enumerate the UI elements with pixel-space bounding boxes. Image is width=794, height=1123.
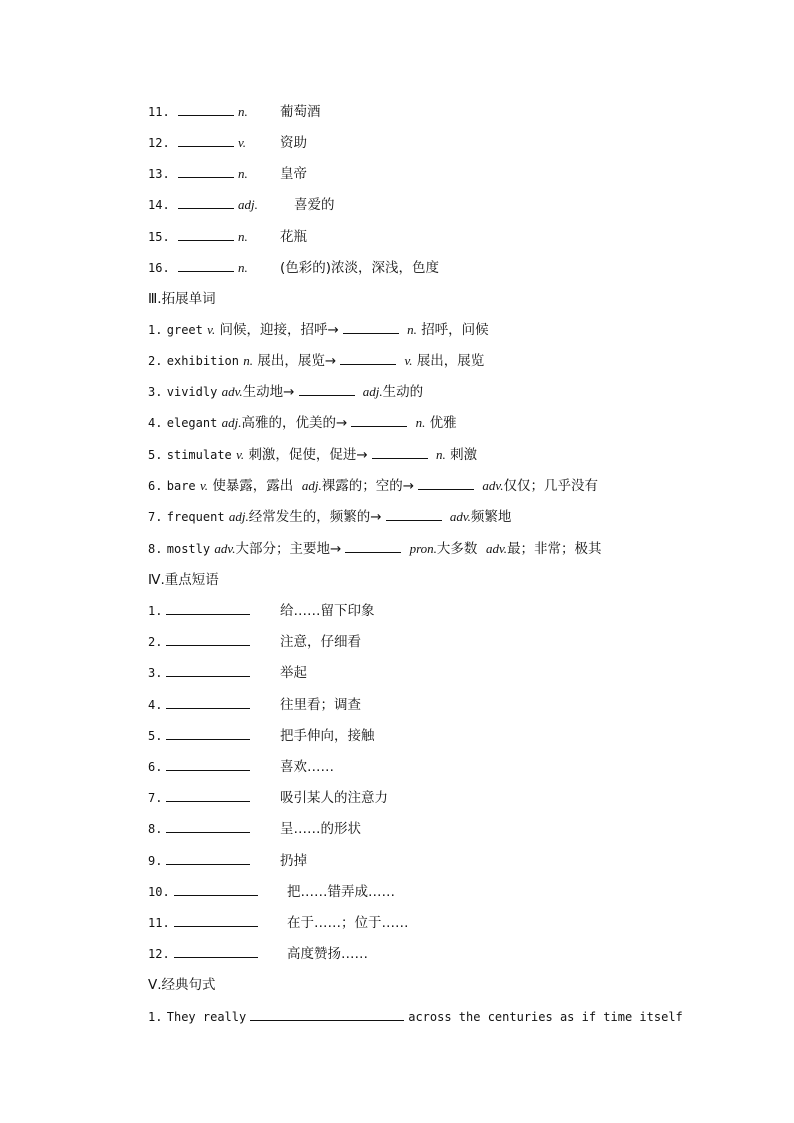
item-number: 15. [148, 230, 170, 244]
item-number: 2. [148, 354, 163, 368]
phrase-item [148, 695, 361, 715]
item-number: 1. [148, 1010, 163, 1024]
meaning: (色彩的)浓淡，深浅，色度 [280, 260, 440, 276]
meaning: 频繁地 [470, 509, 512, 525]
item-number: 3. [148, 666, 163, 680]
extend-item [148, 382, 423, 402]
extend-item [148, 539, 602, 559]
vocab-item [148, 227, 307, 247]
part-of-speech: adv. [214, 541, 236, 556]
word: mostly [166, 542, 211, 556]
item-number: 5. [148, 729, 163, 743]
word: bare [166, 479, 196, 493]
item-number: 11. [148, 105, 170, 119]
part-of-speech: n. [238, 104, 248, 119]
phrase-item [148, 788, 388, 808]
word: stimulate [166, 448, 232, 462]
answer-blank[interactable] [178, 164, 234, 178]
meaning: 注意，仔细看 [280, 634, 361, 650]
item-number: 10. [148, 885, 170, 899]
part-of-speech: adv. [221, 384, 243, 399]
word: frequent [166, 510, 225, 524]
answer-blank[interactable] [372, 445, 428, 459]
item-number: 9. [148, 854, 163, 868]
meaning: 把……错弄成…… [287, 884, 395, 900]
meaning: 刺激，促使，促进→ [248, 447, 368, 463]
item-number: 7. [148, 510, 163, 524]
meaning: 把手伸向，接触 [280, 728, 375, 744]
phrase-item [148, 882, 395, 902]
item-number: 6. [148, 479, 163, 493]
meaning: 举起 [280, 665, 307, 681]
item-number: 12. [148, 947, 170, 961]
meaning: 吸引某人的注意力 [280, 790, 388, 806]
item-number: 2. [148, 635, 163, 649]
sentence-item [148, 1007, 683, 1027]
answer-blank[interactable] [418, 476, 474, 490]
phrase-item [148, 663, 307, 683]
vocab-item [148, 102, 321, 122]
item-number: 7. [148, 791, 163, 805]
part-of-speech: n. [436, 447, 446, 462]
answer-blank[interactable] [178, 227, 234, 241]
item-number: 8. [148, 542, 163, 556]
vocab-item [148, 164, 307, 184]
meaning: 皇帝 [280, 166, 307, 182]
sentence-text: across the centuries as if time itself [408, 1010, 683, 1024]
part-of-speech: n. [238, 166, 248, 181]
phrase-item [148, 851, 307, 871]
part-of-speech: adj. [362, 384, 383, 399]
meaning: 呈……的形状 [280, 821, 361, 837]
extend-item [148, 507, 511, 527]
phrase-item [148, 757, 334, 777]
meaning: 使暴露，露出 [212, 478, 294, 494]
meaning: 高度赞扬…… [287, 946, 368, 962]
extend-item [148, 476, 598, 496]
meaning: 最；非常；极其 [507, 541, 602, 557]
item-number: 3. [148, 385, 163, 399]
answer-blank[interactable] [174, 913, 258, 927]
item-number: 4. [148, 416, 163, 430]
answer-blank[interactable] [178, 195, 234, 209]
extend-item [148, 351, 484, 371]
meaning: 大部分；主要地→ [235, 541, 342, 557]
section-heading: Ⅳ.重点短语 [148, 572, 219, 588]
answer-blank[interactable] [386, 507, 442, 521]
item-number: 8. [148, 822, 163, 836]
item-number: 11. [148, 916, 170, 930]
item-number: 14. [148, 198, 170, 212]
meaning: 生动地→ [242, 384, 295, 400]
extend-item [148, 320, 489, 340]
extend-item [148, 445, 477, 465]
meaning: 给……留下印象 [280, 603, 375, 619]
phrase-item [148, 726, 375, 746]
item-number: 6. [148, 760, 163, 774]
part-of-speech: n. [238, 229, 248, 244]
answer-blank[interactable] [250, 1007, 404, 1021]
phrase-item [148, 632, 361, 652]
answer-blank[interactable] [340, 351, 396, 365]
answer-blank[interactable] [166, 632, 250, 646]
meaning: 裸露的；空的→ [321, 478, 415, 494]
answer-blank[interactable] [166, 788, 250, 802]
meaning: 招呼，问候 [421, 322, 489, 338]
answer-blank[interactable] [166, 757, 250, 771]
answer-blank[interactable] [178, 258, 234, 272]
answer-blank[interactable] [178, 133, 234, 147]
part-of-speech: n. [415, 415, 426, 430]
meaning: 花瓶 [280, 229, 307, 245]
answer-blank[interactable] [345, 539, 401, 553]
meaning: 刺激 [450, 447, 478, 463]
vocab-item [148, 133, 307, 153]
phrase-item [148, 601, 375, 621]
item-number: 13. [148, 167, 170, 181]
answer-blank[interactable] [166, 726, 250, 740]
word: greet [166, 323, 203, 337]
part-of-speech: adj. [221, 415, 242, 430]
section-heading: Ⅴ.经典句式 [148, 977, 216, 993]
part-of-speech: n. [407, 322, 417, 337]
answer-blank[interactable] [174, 882, 258, 896]
part-of-speech: v. [199, 478, 209, 493]
meaning: 仅仅；几乎没有 [503, 478, 598, 494]
answer-blank[interactable] [299, 382, 355, 396]
item-number: 16. [148, 261, 170, 275]
answer-blank[interactable] [166, 851, 250, 865]
part-of-speech: adv. [449, 509, 471, 524]
word: exhibition [166, 354, 239, 368]
word: elegant [166, 416, 218, 430]
answer-blank[interactable] [174, 944, 258, 958]
meaning: 优雅 [429, 415, 457, 431]
answer-blank[interactable] [166, 695, 250, 709]
vocab-item [148, 258, 440, 278]
answer-blank[interactable] [351, 413, 407, 427]
sentence-text: They really [166, 1010, 247, 1024]
answer-blank[interactable] [166, 601, 250, 615]
meaning: 资助 [280, 135, 307, 151]
meaning: 问候，迎接，招呼→ [219, 322, 339, 338]
meaning: 高雅的，优美的→ [241, 415, 348, 431]
item-number: 5. [148, 448, 163, 462]
meaning: 经常发生的，频繁的→ [248, 509, 382, 525]
part-of-speech: v. [404, 353, 413, 368]
meaning: 往里看；调查 [280, 697, 361, 713]
phrase-item [148, 819, 361, 839]
part-of-speech: n. [238, 260, 248, 275]
meaning: 在于……；位于…… [287, 915, 409, 931]
part-of-speech: adj. [228, 509, 249, 524]
item-number: 12. [148, 136, 170, 150]
answer-blank[interactable] [178, 102, 234, 116]
part-of-speech: adj. [238, 197, 258, 212]
meaning: 展出，展览 [416, 353, 485, 369]
phrase-item [148, 913, 409, 933]
part-of-speech: v. [236, 447, 245, 462]
meaning: 大多数 [436, 541, 478, 557]
extend-item [148, 413, 457, 433]
meaning: 扔掉 [280, 853, 307, 869]
part-of-speech: pron. [409, 541, 437, 556]
item-number: 1. [148, 323, 163, 337]
word: vividly [166, 385, 218, 399]
part-of-speech: v. [207, 322, 216, 337]
vocab-item [148, 195, 335, 215]
answer-blank[interactable] [166, 819, 250, 833]
meaning: 喜爱的 [294, 197, 335, 213]
item-number: 4. [148, 698, 163, 712]
answer-blank[interactable] [343, 320, 399, 334]
phrase-item [148, 944, 368, 964]
part-of-speech: adj. [301, 478, 322, 493]
meaning: 喜欢…… [280, 759, 334, 775]
part-of-speech: v. [238, 135, 247, 150]
meaning: 葡萄酒 [280, 104, 321, 120]
part-of-speech: adv. [486, 541, 508, 556]
part-of-speech: n. [243, 353, 254, 368]
meaning: 生动的 [382, 384, 424, 400]
section-heading: Ⅲ.拓展单词 [148, 291, 216, 307]
meaning: 展出，展览→ [257, 353, 337, 369]
part-of-speech: adv. [482, 478, 504, 493]
answer-blank[interactable] [166, 663, 250, 677]
item-number: 1. [148, 604, 163, 618]
